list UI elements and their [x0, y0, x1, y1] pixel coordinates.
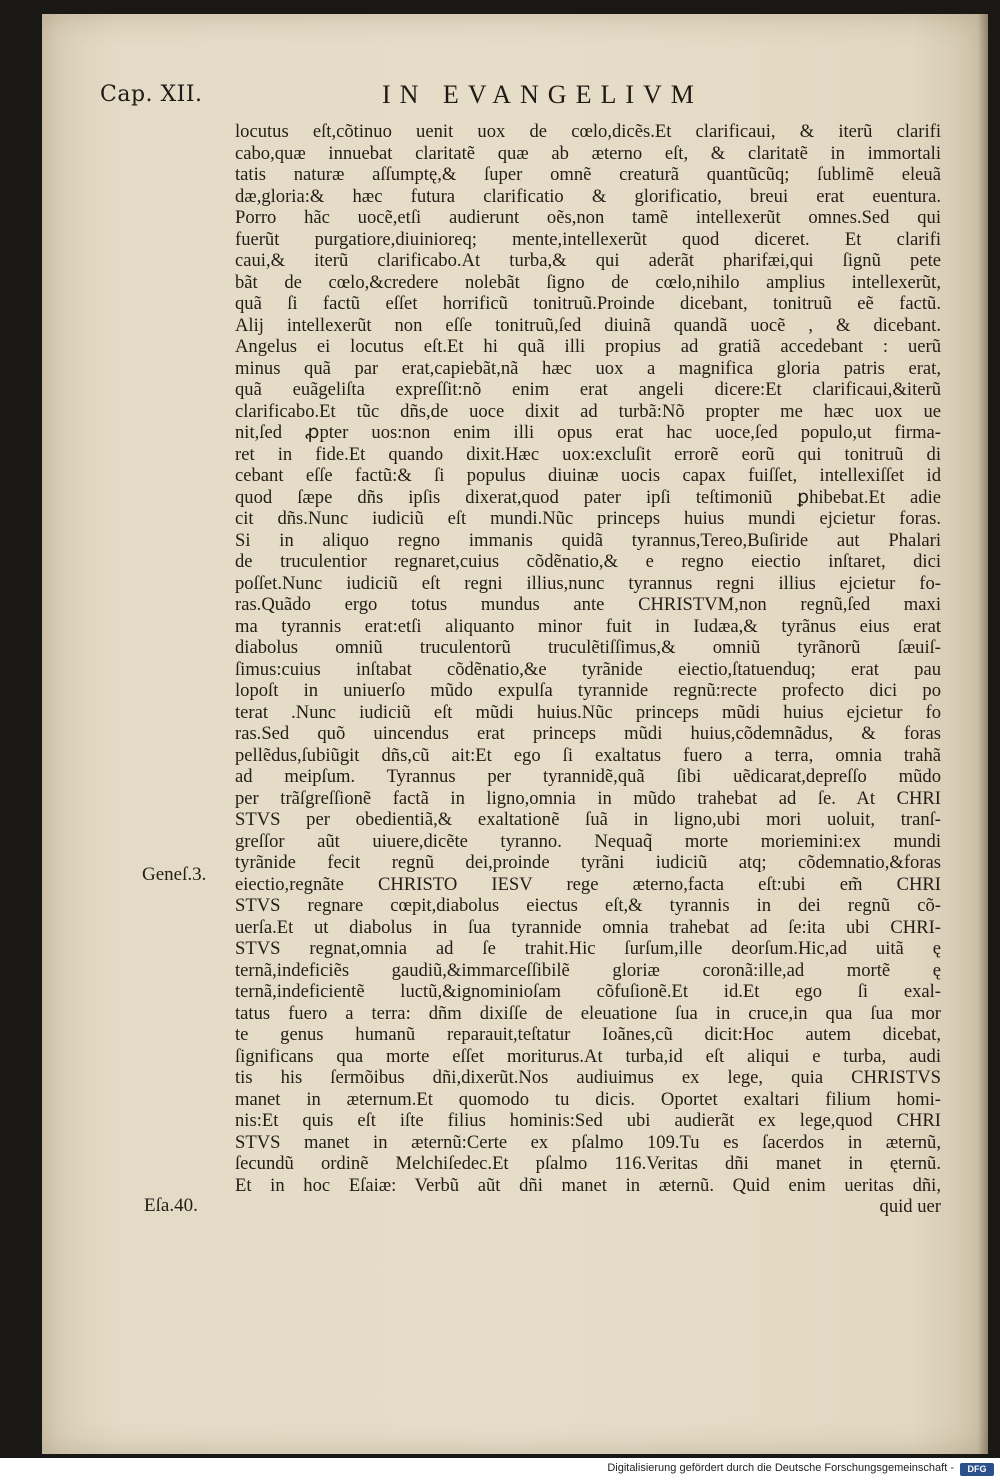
text-line: de truculentior regnaret,cuius cõdẽnatio,& e regno eiectio inſtaret, dici [235, 551, 941, 572]
text-line: ras.Quãdo ergo totus mundus ante CHRISTVM,non regnũ,ſed maxi [235, 594, 941, 615]
text-line: STVS regnare cœpit,diabolus eiectus eſt,& tyrannis in dei regnũ cõ- [235, 895, 941, 916]
text-line: tis his ſermõibus dñi,dixerũt.Nos audiuimus ex lege, quia CHRISTVS [235, 1067, 941, 1088]
footer-bar [0, 1458, 1000, 1482]
text-line: diabolus omniũ truculentorũ truculẽtiſſimus,& omniũ tyrãnorũ ſæuiſ- [235, 637, 941, 658]
text-line: manet in æternum.Et quomodo tu dicis. Oportet exaltari filium homi- [235, 1088, 941, 1110]
text-line: ras.Sed quõ uincendus erat princeps mũdi huius,cõdemnãdus, & foras [235, 723, 941, 744]
text-line: tatis naturæ aſſumptę,& ſuper omnẽ creaturã quantũcũq; ſublimẽ eleuã [235, 164, 941, 185]
text-line: ret in fide.Et quando dixit.Hæc uox:excluſit errorẽ eorũ qui tonitruũ di [235, 443, 941, 465]
text-line: dæ,gloria:& hæc futura clarificatio & glorificatio, breui erat euentura. [235, 185, 941, 207]
text-line: fuerũt purgatiore,diuinioreq; mente,intellexerũt quod diceret. Et clarifi [235, 228, 941, 250]
running-title: IN EVANGELIVM [382, 80, 703, 109]
text-line: quod ſæpe dñs ipſis dixerat,quod pater ipſi teſtimoniũ ꝑhibebat.Et adie [235, 486, 941, 508]
text-line: ma tyrannis erat:etſi aliquanto minor fuit in Iudæa,& tyrãnus eius erat [235, 615, 941, 637]
text-line: cabo,quæ innuebat claritatẽ quæ ab æterno eſt, & claritatẽ in immortali [235, 142, 941, 164]
text-line: STVS manet in æternũ:Certe ex pſalmo 109.Tu es ſacerdos in æternũ, [235, 1131, 941, 1153]
text-line: lopoſt in uniuerſo mũdo expulſa tyrannide regnũ:recte profecto dici po [235, 680, 941, 701]
text-line: ſecundũ ordinẽ Melchiſedec.Et pſalmo 116.Veritas dñi manet in ęternũ. [235, 1153, 941, 1174]
text-line: tyrãnide fecit regnũ dei,proinde tyrãni iudiciũ atq; cõdemnatio,&foras [235, 852, 941, 873]
body-text [235, 121, 941, 1218]
text-line: Porro hãc uocẽ,etſi audierunt oẽs,non tamẽ intellexerũt omnes.Sed qui [235, 207, 941, 228]
text-line: ad meipſum. Tyrannus per tyrannidẽ,quã ſibi uẽdicarat,depreſſo mũdo [235, 766, 941, 787]
text-line: te genus humanũ reparauit,teſtatur Ioãnes,cũ dicit:Hoc autem dicebat, [235, 1024, 941, 1045]
text-line: ternã,indeficientẽ luctũ,&ignominioſam cõfuſionẽ.Et id.Et ego ſi exal- [235, 981, 941, 1002]
text-line: ſignificans qua morte eſſet moriturus.At turba,id eſt aliqui e turba, audi [235, 1045, 941, 1067]
text-line: poſſet.Nunc iudiciũ eſt regni illius,nunc tyrannus regni illius ejcietur fo- [235, 572, 941, 594]
text-line: ſimus:cuius inſtabat cõdẽnatio,&e tyrãnide eiectio,ſtatuenduq; erat pau [235, 658, 941, 680]
running-header [100, 76, 800, 112]
page-edge-shadow [978, 14, 988, 1454]
margin-note-genesis: Geneſ.3. [142, 864, 207, 885]
text-line: Et in hoc Eſaiæ: Verbũ aũt dñi manet in æternũ. Quid enim ueritas dñi, [235, 1174, 941, 1196]
text-line: quã ſi factũ eſſet horrificũ tonitruũ.Proinde dicebant, tonitruũ eẽ factũ. [235, 293, 941, 314]
text-line: cebant eſſe factũ:& ſi populus diuinæ uocis capax fuiſſet, intellexiſſet id [235, 465, 941, 486]
text-line: quã euãgeliſta expreſſit:nõ enim erat angeli dicere:Et clarificaui,&iterũ [235, 379, 941, 400]
chapter-label: Cap. XII. [100, 82, 203, 107]
text-line: Angelus ei locutus eſt.Et hi quã illi propius ad gratiã accedebant : uerũ [235, 336, 941, 357]
text-line: pellẽdus,ſubiũgit dñs,cũ ait:Et ego ſi exaltatus fuero a terra, omnia trahã [235, 744, 941, 766]
text-line: locutus eſt,cõtinuo uenit uox de cœlo,dicẽs.Et clarificaui, & iterũ clarifi [235, 121, 941, 142]
text-line: minus quã par erat,capiebãt,nã hæc uox a magnifica gloria patris erat, [235, 357, 941, 379]
text-line: uerſa.Et ut diabolus in ſua tyrannide omnia trahebat ad ſe:ita ubi CHRI- [235, 916, 941, 938]
text-line: per trãſgreſſionẽ factã in ligno,omnia in mũdo trahebat ad ſe. At CHRI [235, 787, 941, 809]
text-line: nis:Et quis eſt iſte filius hominis:Sed ubi audierãt ex lege,quod CHRI [235, 1110, 941, 1131]
text-line: greſſor aũt uiuere,dicẽte tyranno. Nequaq̃ morte moriemini:ex mundi [235, 830, 941, 852]
margin-note-isaiah: Eſa.40. [144, 1195, 198, 1216]
text-line: quid uer [879, 1196, 941, 1217]
text-line: caui,& iterũ clarificabo.At turba,& qui aderãt pharifæi,qui ſignũ pete [235, 250, 941, 271]
dfg-logo: DFG [960, 1463, 994, 1476]
text-line: terat .Nunc iudiciũ eſt mũdi huius.Nũc princeps mũdi huius ejcietur fo [235, 701, 941, 723]
text-line: tatus fuero a terra: dñm dixiſſe de eleuatione ſua in cruce,in qua ſua mor [235, 1002, 941, 1024]
text-line: STVS regnat,omnia ad ſe trahit.Hic ſurſum,ille deorſum.Hic,ad uitã ę [235, 938, 941, 959]
funding-credit: Digitalisierung gefördert durch die Deutsche Forschungsgemeinschaft - [607, 1462, 954, 1474]
text-line: clarificabo.Et tũc dñs,de uoce dixit ad turbã:Nõ propter me hæc uox ue [235, 400, 941, 422]
text-line: STVS per obedientiã,& exaltationẽ ſuã in ligno,ubi mori uoluit, tranſ- [235, 809, 941, 830]
text-line: ternã,indeficiẽs gaudiũ,&immarceſſibilẽ gloriæ coronã:ille,ad mortẽ ę [235, 959, 941, 981]
text-line: Si in aliquo regno immanis quidã tyrannus,Tereo,Buſiride aut Phalari [235, 529, 941, 551]
text-line: Alij intellexerũt non eſſe tonitruũ,ſed diuinã quandã uocẽ , & dicebant. [235, 314, 941, 336]
text-line: nit,ſed ꝓpter uos:non enim illi opus erat hac uoce,ſed populo,ut firma- [235, 422, 941, 443]
text-line: cit dñs.Nunc iudiciũ eſt mundi.Nũc princeps huius mundi ejcietur foras. [235, 508, 941, 529]
text-line: eiectio,regnãte CHRISTO IESV rege æterno,facta eſt:ubi em̃ CHRI [235, 873, 941, 895]
text-line: bãt de cœlo,&credere nolebãt ſigno de cœlo,nihilo amplius intellexerũt, [235, 271, 941, 293]
